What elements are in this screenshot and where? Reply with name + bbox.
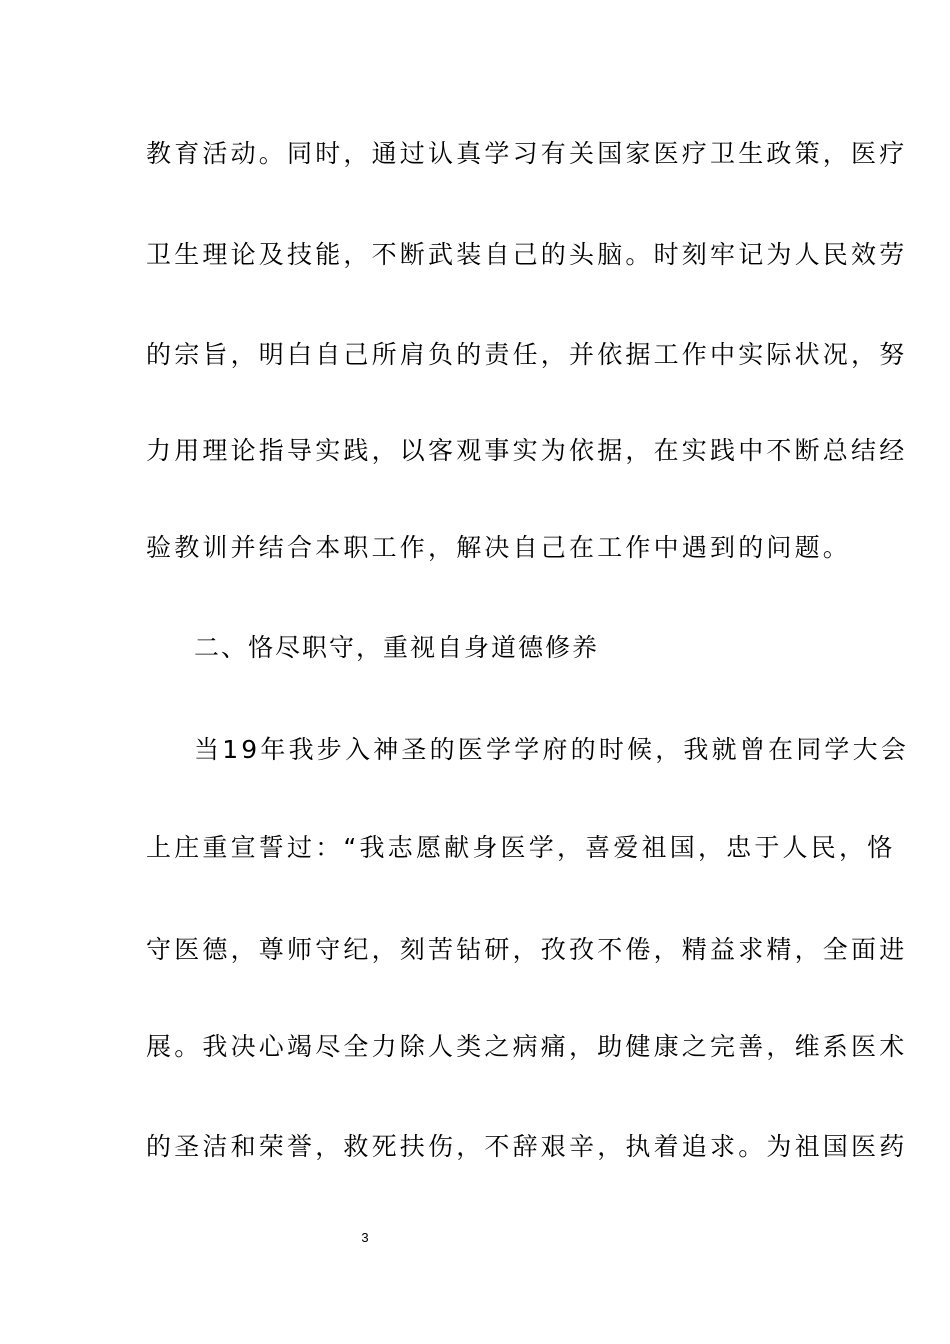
- body-text-line: 守医德，尊师守纪，刻苦钻研，孜孜不倦，精益求精，全面进: [146, 935, 908, 964]
- body-text-line: 展。我决心竭尽全力除人类之病痛，助健康之完善，维系医术: [146, 1032, 908, 1061]
- page-number: 3: [361, 1230, 369, 1245]
- body-text-line: 的宗旨，明白自己所肩负的责任，并依据工作中实际状况，努: [146, 340, 908, 369]
- section-heading: 二、恪尽职守，重视自身道德修养: [194, 633, 600, 662]
- body-text-line: 的圣洁和荣誉，救死扶伤，不辞艰辛，执着追求。为祖国医药: [146, 1132, 908, 1161]
- body-text-line: 卫生理论及技能，不断武装自己的头脑。时刻牢记为人民效劳: [146, 240, 908, 269]
- body-text-line: 当19年我步入神圣的医学学府的时候，我就曾在同学大会: [194, 735, 910, 764]
- body-text-line: 教育活动。同时，通过认真学习有关国家医疗卫生政策，医疗: [146, 139, 908, 168]
- body-text-line: 力用理论指导实践，以客观事实为依据，在实践中不断总结经: [146, 436, 908, 465]
- body-text-line: 上庄重宣誓过：“我志愿献身医学，喜爱祖国，忠于人民，恪: [146, 833, 896, 862]
- body-text-line: 验教训并结合本职工作，解决自己在工作中遇到的问题。: [146, 533, 852, 562]
